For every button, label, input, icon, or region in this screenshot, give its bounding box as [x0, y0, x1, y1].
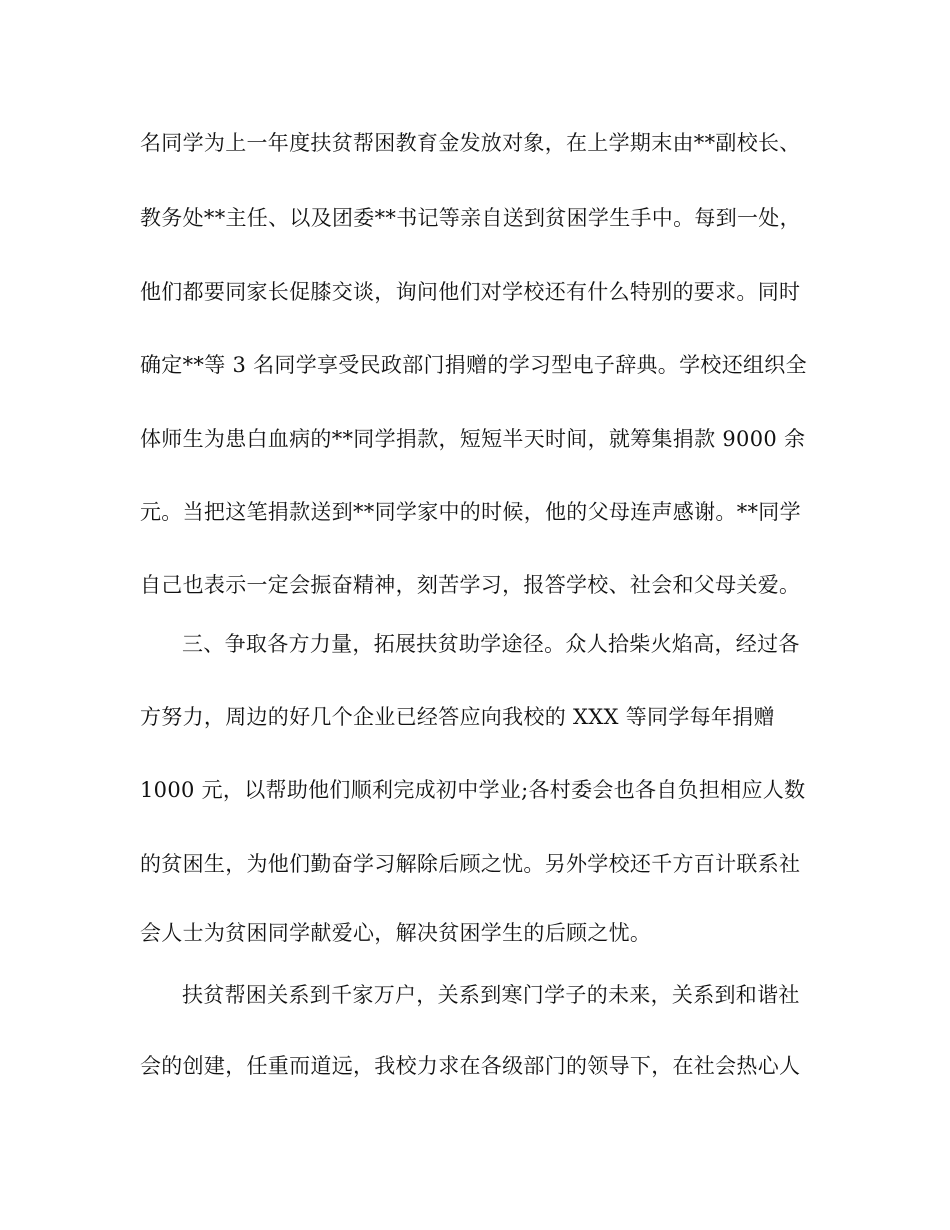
text-line: 体师生为患白血病的**同学捐款，短短半天时间，就筹集捐款 9000 余	[140, 427, 806, 451]
text-line: 1000 元，以帮助他们顺利完成初中学业;各村委会也各自负担相应人数	[140, 778, 806, 802]
paragraph-first-line: 三、争取各方力量，拓展扶贫助学途径。众人拾柴火焰高，经过各	[182, 632, 800, 656]
text-line: 方努力，周边的好几个企业已经答应向我校的 XXX 等同学每年捐赠	[140, 705, 775, 729]
paragraph-first-line: 扶贫帮困关系到千家万户，关系到寒门学子的未来，关系到和谐社	[182, 983, 800, 1007]
text-line: 确定**等 3 名同学享受民政部门捐赠的学习型电子辞典。学校还组织全	[140, 353, 807, 377]
text-line: 自己也表示一定会振奋精神，刻苦学习，报答学校、社会和父母关爱。	[140, 573, 801, 597]
text-line: 会人士为贫困同学献爱心，解决贫困学生的后顾之忧。	[140, 921, 652, 945]
text-line: 教务处**主任、以及团委**书记等亲自送到贫困学生手中。每到一处，	[140, 206, 801, 230]
text-line: 的贫困生，为他们勤奋学习解除后顾之忧。另外学校还千方百计联系社	[140, 852, 801, 876]
text-line: 名同学为上一年度扶贫帮困教育金发放对象，在上学期末由**副校长、	[140, 131, 801, 155]
text-line: 会的创建，任重而道远，我校力求在各级部门的领导下，在社会热心人	[140, 1054, 801, 1078]
text-line: 元。当把这笔捐款送到**同学家中的时候，他的父母连声感谢。**同学	[140, 500, 801, 524]
text-line: 他们都要同家长促膝交谈，询问他们对学校还有什么特别的要求。同时	[140, 280, 801, 304]
